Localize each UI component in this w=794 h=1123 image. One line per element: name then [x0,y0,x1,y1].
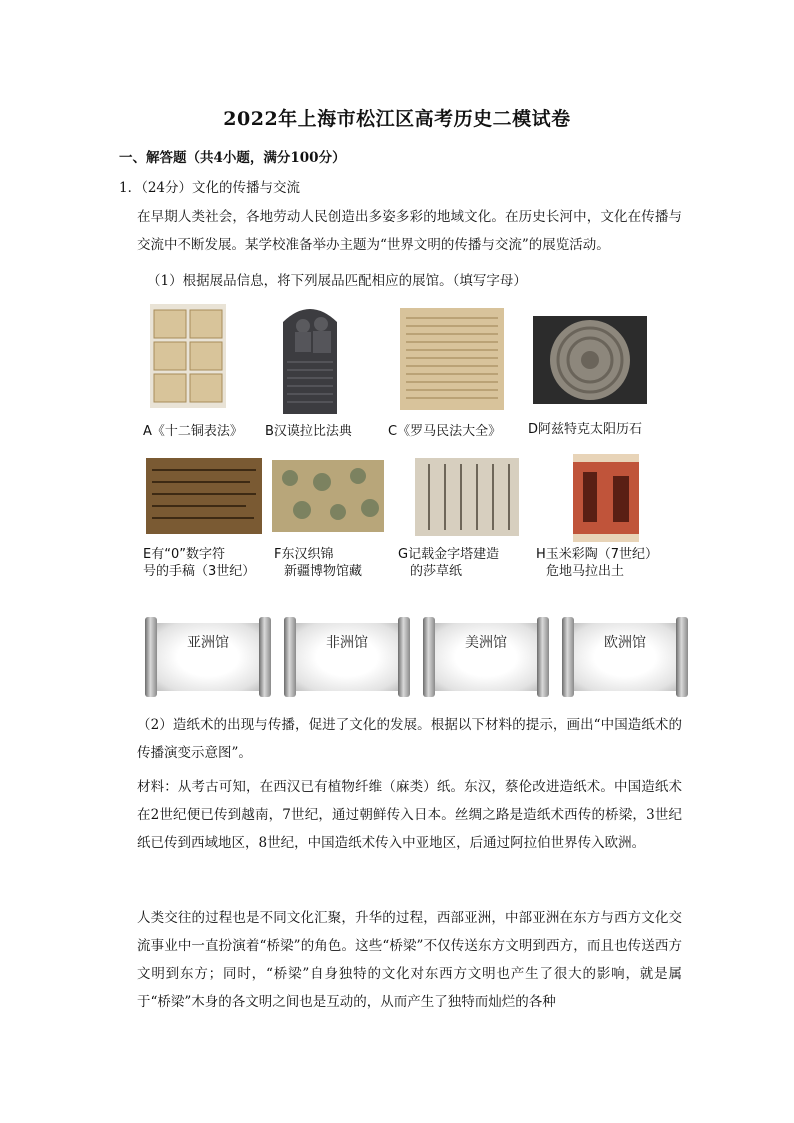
exhibit-image-hammurabi-code [275,302,345,414]
exhibit-caption-h-line2: 危地马拉出土 [546,564,625,579]
hall-label-africa: 非洲馆 [326,635,368,651]
hall-scroll-asia [145,617,271,697]
section-heading: 一、解答题（共4小题，满分100分） [119,150,346,166]
hall-scroll-americas [423,617,549,697]
sub-question-1: （1）根据展品信息，将下列展品匹配相应的展馆。（填写字母） [147,273,527,289]
exhibit-caption-c: C《罗马民法大全》 [388,424,502,439]
hall-label-asia: 亚洲馆 [187,635,229,651]
hall-label-europe: 欧洲馆 [604,635,646,651]
exhibit-image-aztec-sun-stone [533,316,647,404]
exhibit-image-maya-vase [565,452,647,544]
exhibit-caption-g-line2: 的莎草纸 [410,564,463,579]
exhibit-image-zero-manuscript [146,458,262,534]
bridge-paragraph: 人类交往的过程也是不同文化汇聚，升华的过程，西部亚洲，中部亚洲在东方与西方文化交流事业中一直扮演着“桥梁”的角色。这些“桥梁”不仅传送东方文明到西方，而且也传送西方文明到东方；同时，“桥梁”自身独特的文化对东西方文明也产生了很大的影响，就是属于“桥梁”木身的各文明之间也是互动的，从而产生了独特而灿烂的各种 [137,910,682,1010]
hall-scroll-africa [284,617,410,697]
exam-title: 2022年上海市松江区高考历史二模试卷 [223,108,571,130]
intro-paragraph: 在早期人类社会，各地劳动人民创造出多姿多彩的地域文化。在历史长河中，文化在传播与交流中不断发展。某学校准备举办主题为“世界文明的传播与交流”的展览活动。 [137,209,682,253]
exhibit-caption-a: A《十二铜表法》 [143,424,243,439]
exhibit-image-twelve-tables [150,304,226,408]
sub-question-2: （2）造纸术的出现与传播，促进了文化的发展。根据以下材料的提示，画出“中国造纸术的传播演变示意图”。 [137,717,682,761]
exhibit-caption-d: D阿兹特克太阳历石 [528,422,643,437]
exhibit-caption-b: B汉谟拉比法典 [265,424,352,439]
exhibit-caption-f-line2: 新疆博物馆藏 [284,564,363,579]
hall-scroll-europe [562,617,688,697]
exhibit-caption-h-line1: H玉米彩陶（7世纪） [536,547,659,562]
exhibit-caption-e-line2: 号的手稿（3世纪） [143,564,256,579]
material-paragraph: 材料：从考古可知，在西汉已有植物纤维（麻类）纸。东汉，蔡伦改进造纸术。中国造纸术在2世纪便已传到越南，7世纪，通过朝鲜传入日本。丝绸之路是造纸术西传的桥梁，3世纪纸已传到西域地区，8世纪，中国造纸术传入中亚地区，后通过阿拉伯世界传入欧洲。 [137,779,682,851]
exhibit-image-papyrus [415,458,519,536]
exhibit-image-han-brocade [272,460,384,532]
question-heading: 1．（24分）文化的传播与交流 [119,180,301,196]
exhibit-caption-f-line1: F东汉织锦 [274,547,334,562]
exhibit-image-roman-civil-law [400,308,504,410]
hall-label-americas: 美洲馆 [465,635,507,651]
exhibit-caption-g-line1: G记载金字塔建造 [398,547,500,562]
exhibit-caption-e-line1: E有“0”数字符 [143,547,225,562]
